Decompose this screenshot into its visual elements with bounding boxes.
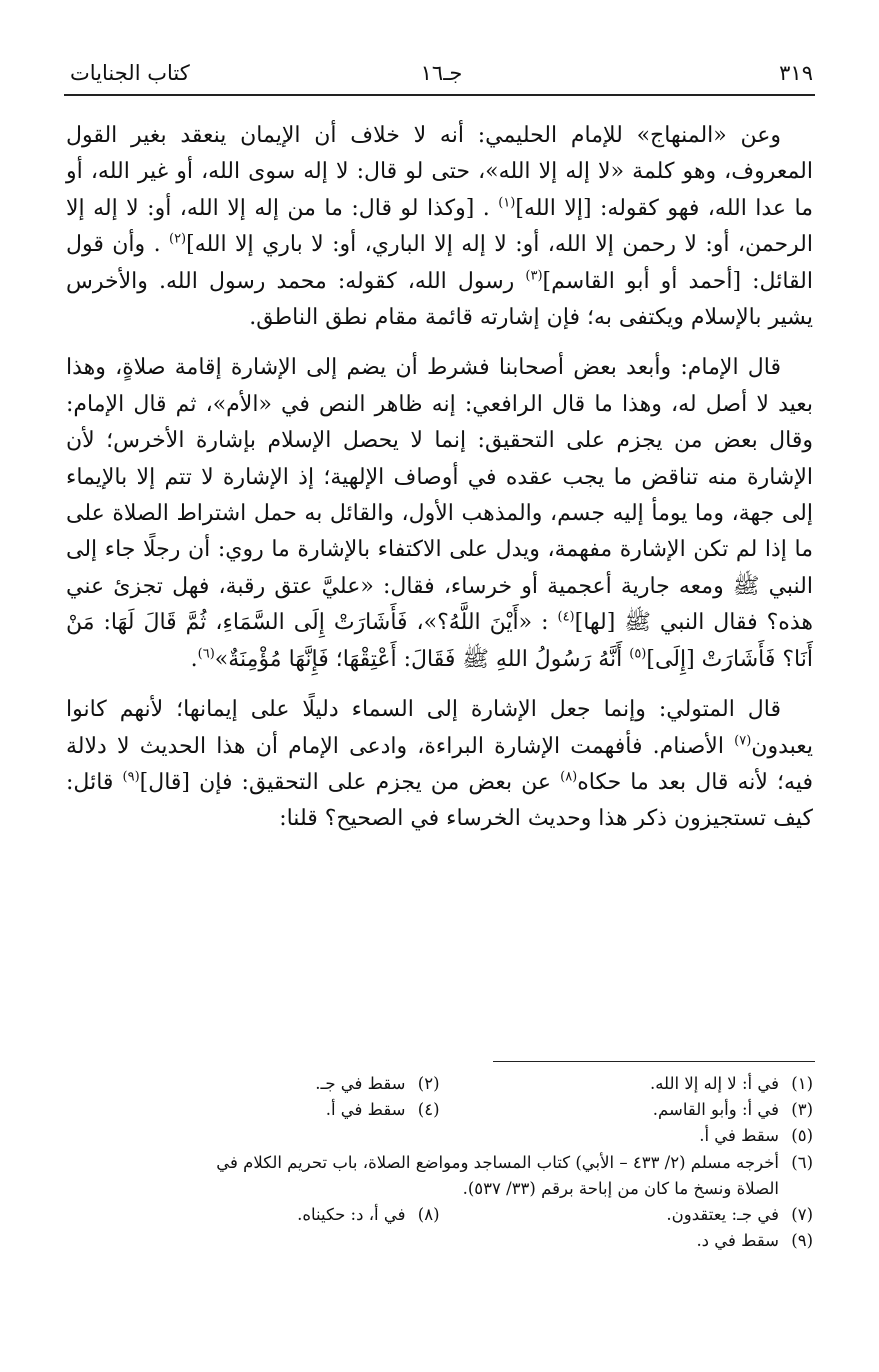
text-segment: . وأن قول القائل: [أحمد أو أبو القاسم] — [66, 232, 813, 294]
text-segment: الأصنام. فأفهمت الإشارة البراءة، وادعى الإمام أن هذا الحديث لا دلالة فيه؛ لأنه قال بعد ما حكاه — [66, 733, 813, 795]
paragraph-1 — [66, 118, 813, 336]
book-title: كتاب الجنايات — [70, 61, 190, 85]
volume-label: جـ١٦ — [420, 61, 463, 85]
footnote-number: (٥) — [791, 1126, 813, 1146]
footnote-row — [66, 1150, 813, 1176]
footnote-ref-3[interactable]: (٣) — [525, 268, 543, 284]
footnote-number: (٤) — [417, 1100, 440, 1120]
footnote-number: (٦) — [791, 1152, 813, 1172]
footnote-divider — [493, 1061, 815, 1062]
footnote-number: (٢) — [417, 1074, 440, 1093]
footnote-ref-7[interactable]: (٧) — [734, 733, 752, 749]
footnote-text: في أ: وأبو القاسم. — [652, 1100, 779, 1120]
footnote-number: (٩) — [791, 1231, 813, 1251]
footnote-6-continuation: الصلاة ونسخ ما كان من إباحة برقم (٣٣/ ٥٣٧). — [462, 1178, 779, 1198]
footnote-row — [66, 1176, 813, 1202]
footnote-5 — [440, 1123, 814, 1149]
footnote-1 — [440, 1071, 814, 1097]
footnote-row — [66, 1071, 813, 1097]
footnote-row — [66, 1123, 813, 1149]
footnote-6 — [66, 1150, 813, 1176]
footnote-number: (٧) — [791, 1205, 813, 1225]
text-segment: رسول الله، كقوله: محمد رسول الله. والأخرس يشير بالإسلام ويكتفى به؛ فإن إشارته قائمة مقام نطق الناطق. — [66, 268, 813, 331]
footnote-ref-5[interactable]: (٥) — [629, 646, 647, 662]
text-segment: . [وكذا لو قال: ما من إله إلا الله، أو: لا إله إلا الرحمن، أو: لا رحمن إلا الله، أو: لا إله إلا الباري، أو: لا باري إلا الله] — [66, 195, 813, 258]
footnote-ref-4[interactable]: (٤) — [557, 609, 575, 625]
footnotes — [66, 1071, 813, 1254]
footnote-row — [66, 1228, 813, 1254]
running-header — [70, 58, 813, 88]
footnote-text: سقط في د. — [696, 1231, 779, 1251]
footnote-text: في أ: لا إله إلا الله. — [649, 1074, 779, 1093]
text-segment: قال المتولي: وإنما جعل الإشارة إلى السماء دليلًا على إيمانها؛ لأنهم كانوا يعبدون — [66, 697, 813, 759]
text-segment: أَنَّهُ رَسُولُ اللهِ ﷺ فَقَالَ: أَعْتِقْهَا؛ فَإِنَّهَا مُؤْمِنَةٌ» — [214, 646, 630, 672]
footnote-number: (٣) — [791, 1100, 813, 1120]
page-number: ٣١٩ — [779, 61, 813, 85]
footnote-row — [66, 1097, 813, 1123]
text-segment: قائل: كيف تستجيزون ذكر هذا وحديث الخرساء في الصحيح؟ قلنا: — [66, 769, 813, 832]
footnote-number: (٨) — [417, 1205, 440, 1225]
footnote-number: (١) — [791, 1074, 813, 1093]
footnote-ref-6[interactable]: (٦) — [197, 646, 215, 662]
text-segment: عن بعض من يجزم على التحقيق: فإن [قال] — [139, 769, 561, 795]
footnote-ref-9[interactable]: (٩) — [122, 769, 140, 785]
footnote-text: في أ، د: حكيناه. — [297, 1205, 406, 1225]
footnote-2 — [66, 1071, 440, 1097]
footnote-text: سقط في أ. — [325, 1100, 406, 1120]
text-segment: قال الإمام: وأبعد بعض أصحابنا فشرط أن يضم إلى الإشارة إقامة صلاةٍ، وهذا بعيد لا أصل له، وهذا ما قال الرافعي: إنه ظاهر النص في «الأم»، ثم قال الإمام: وقال بعض من يجزم على التحقيق: إنما لا يحصل الإسلام بإشارة الأخرس؛ لأن الإشارة منه تناقض ما يجب عقده في أوصاف الإلهية؛ إذ الإشارة لا تتم إلا بالإيماء إلى جهة، وما يومأ إليه جسم، والمذهب الأول، والقائل به حمل اشتراط الصلاة على ما إذا لم تكن الإشارة مفهمة، ويدل على الاكتفاء بالإشارة ما روي: أن رجلًا جاء إلى النبي ﷺ ومعه جارية أعجمية أو خرساء، فقال: «عليَّ عتق رقبة، فهل تجزئ عني هذه؟ فقال النبي ﷺ [لها] — [66, 355, 813, 636]
footnote-4 — [66, 1097, 440, 1123]
footnote-row — [66, 1202, 813, 1228]
footnote-ref-8[interactable]: (٨) — [560, 769, 578, 785]
footnote-8 — [66, 1202, 440, 1228]
footnote-text: سقط في أ. — [699, 1126, 779, 1146]
footnote-ref-2[interactable]: (٢) — [168, 231, 187, 247]
footnote-7 — [440, 1202, 814, 1228]
footnote-3 — [440, 1097, 814, 1123]
text-segment: : «أَيْنَ اللَّهُ؟»، فَأَشَارَتْ إِلَى السَّمَاءِ، ثُمَّ قَالَ لَهَا: مَنْ أَنَا؟ فَأَشَارَتْ [إِلَى] — [66, 610, 813, 672]
main-text — [66, 118, 813, 838]
footnote-ref-1[interactable]: (١) — [498, 195, 516, 211]
text-segment: وعن «المنهاج» للإمام الحليمي: أنه لا خلاف أن الإيمان ينعقد بغير القول المعروف، وهو كلمة «لا إله إلا الله»، حتى لو قال: لا إله سوى الله، أو غير الله، أو ما عدا الله، فهو كقوله: [إلا الله] — [66, 123, 813, 221]
paragraph-2 — [66, 350, 813, 678]
header-divider — [64, 94, 815, 96]
footnote-text: سقط في جـ. — [315, 1074, 406, 1093]
footnote-text: أخرجه مسلم (٢/ ٤٣٣ – الأبي) كتاب المساجد ومواضع الصلاة، باب تحريم الكلام في — [216, 1152, 779, 1172]
paragraph-3 — [66, 692, 813, 838]
footnote-text: في جـ: يعتقدون. — [666, 1205, 779, 1225]
footnote-9 — [440, 1228, 814, 1254]
text-segment: . — [190, 646, 198, 672]
